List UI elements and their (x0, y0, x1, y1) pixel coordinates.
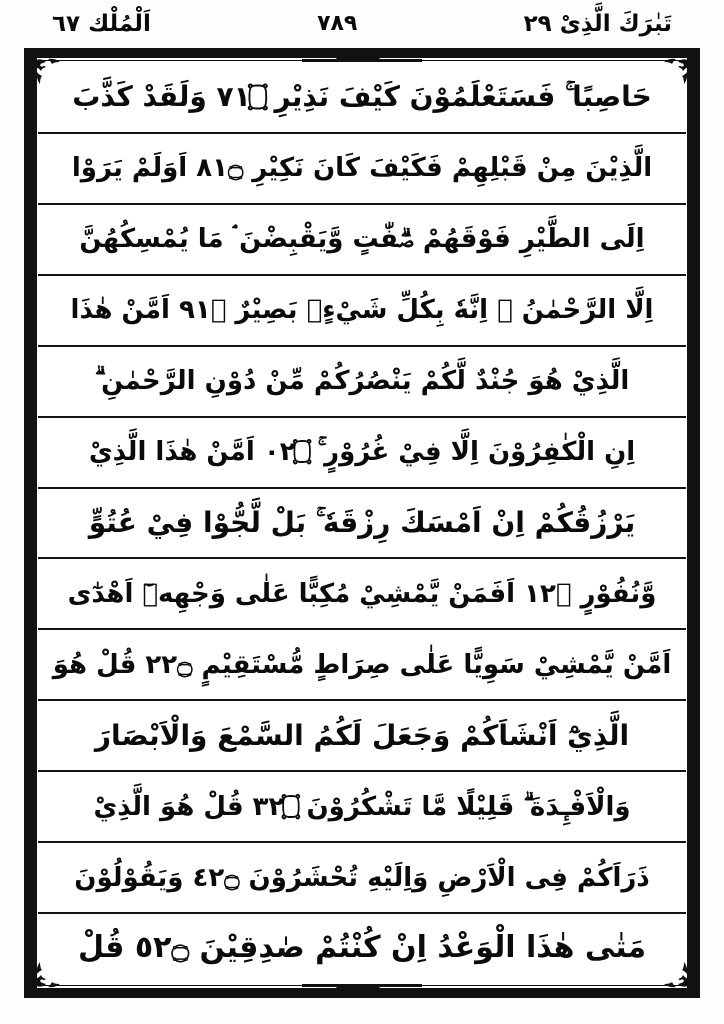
ayah-line (38, 63, 686, 134)
ayah-line (38, 134, 686, 205)
page-number-label: ٧٨٩ (317, 11, 358, 36)
ayah-lines-container (38, 63, 686, 983)
ayah-line-text: مَتٰى هٰذَا الْوَعْدُ اِنْ كُنْتُمْ صٰدِقِيْنَ ۝٢٥ قُلْ (77, 930, 647, 966)
ayah-line-text: وَالْاَفْـِٕدَةَ ۗ قَلِيْلًا مَّا تَشْكُرُوْنَ ۝٢٣ قُلْ هُوَ الَّذِيْ (93, 791, 631, 822)
ayah-line-text: حَاصِبًا ۚ فَسَتَعْلَمُوْنَ كَيْفَ نَذِيْرِ ۝١٧ وَلَقَدْ كَذَّبَ (72, 80, 652, 114)
surah-name-label: اَلْمُلْك ٦٧ (52, 10, 151, 37)
ayah-line-text: يَرْزُقُكُمْ اِنْ اَمْسَكَ رِزْقَهٗ ۚ بَلْ لَّجُّوْا فِيْ عُتُوٍّ (88, 505, 636, 539)
ayah-line (38, 489, 686, 560)
ayah-line-text: الَّذِيْ هُوَ جُنْدٌ لَّكُمْ يَنْصُرُكُمْ مِّنْ دُوْنِ الرَّحْمٰنِ ۗ (94, 366, 630, 397)
page-frame-inner (31, 55, 693, 991)
ayah-line-text: اِلَى الطَّيْرِ فَوْقَهُمْ صٰۗفّٰتٍ وَّيَقْبِضْنَ ۘ مَا يُمْسِكُهُنَّ (79, 224, 645, 255)
edge-ornament-icon (302, 50, 422, 64)
ayah-line-text: الَّذِيْٓ اَنْشَاَكُمْ وَجَعَلَ لَكُمُ السَّمْعَ وَالْاَبْصَارَ (94, 718, 630, 752)
page-header (0, 0, 724, 48)
ayah-line-text: ذَرَاَكُمْ فِى الْاَرْضِ وَاِلَيْهِ تُحْشَرُوْنَ ۝٢٤ وَيَقُوْلُوْنَ (74, 862, 650, 893)
juz-name-label: تَبٰرَكَ الَّذِىْ ٢٩ (523, 10, 672, 37)
ayah-line (38, 630, 686, 701)
frame-rail-left (34, 58, 37, 988)
ayah-line (38, 205, 686, 276)
frame-rail-right (687, 58, 690, 988)
page-frame (24, 48, 700, 998)
ayah-line-text: اِنِ الْكٰفِرُوْنَ اِلَّا فِيْ غُرُوْرٍ ۚ ۝٢٠ اَمَّنْ هٰذَا الَّذِيْ (88, 437, 636, 468)
ayah-line (38, 701, 686, 772)
ayah-line (38, 347, 686, 418)
ayah-line (38, 914, 686, 983)
edge-ornament-icon (302, 982, 422, 996)
ayah-line (38, 559, 686, 630)
ayah-line (38, 276, 686, 347)
ayah-line-text: اِلَّا الرَّحْمٰنُ ۗ اِنَّهٗ بِكُلِّ شَيْءٍۢ بَصِيْرٌ ۝١٩ اَمَّنْ هٰذَا (70, 295, 654, 326)
ayah-line (38, 418, 686, 489)
ayah-line-text: الَّذِيْنَ مِنْ قَبْلِهِمْ فَكَيْفَ كَانَ نَكِيْرِ ۝١٨ اَوَلَمْ يَرَوْا (71, 153, 653, 184)
ayah-line-text: اَمَّنْ يَّمْشِيْ سَوِيًّا عَلٰى صِرَاطٍ مُّسْتَقِيْمٍ ۝٢٢ قُلْ هُوَ (52, 649, 672, 680)
ayah-line (38, 843, 686, 914)
ayah-line (38, 772, 686, 843)
ayah-line-text: وَّنُفُوْرٍ ۝٢١ اَفَمَنْ يَّمْشِيْ مُكِبًّا عَلٰى وَجْهِهٖٓ اَهْدٰٓى (67, 578, 657, 609)
